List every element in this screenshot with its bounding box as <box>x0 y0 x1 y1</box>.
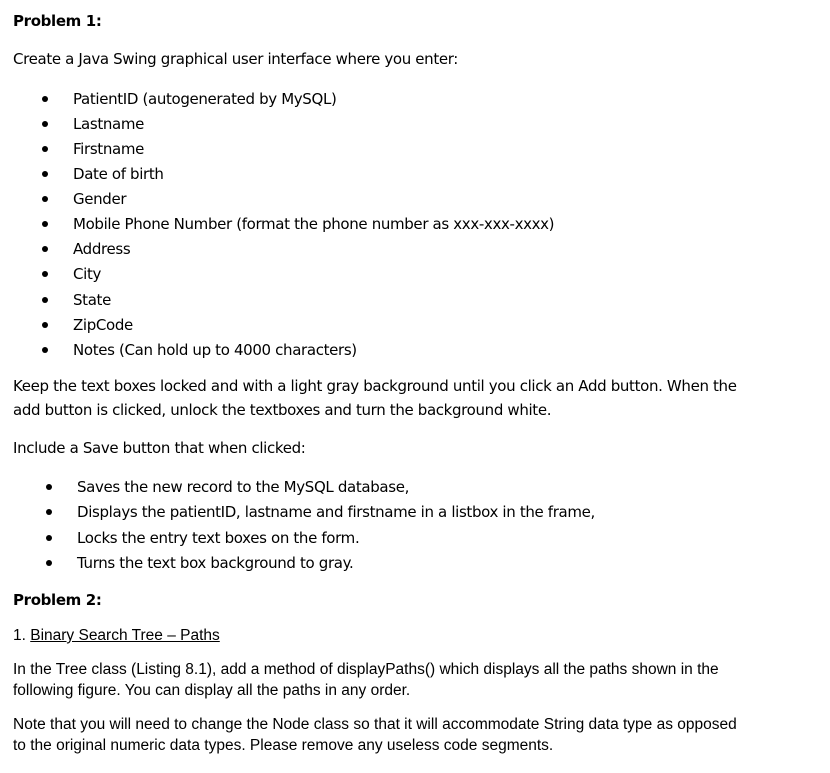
bullet-icon <box>42 246 48 252</box>
paragraph-line: In the Tree class (Listing 8.1), add a method of displayPaths() which displays all the paths shown in the <box>13 661 719 678</box>
list-item: State <box>73 291 111 309</box>
list-item: Gender <box>73 190 127 208</box>
paragraph-line: Keep the text boxes locked and with a light gray background until you click an Add button. When the <box>13 377 737 395</box>
save-intro: Include a Save button that when clicked: <box>13 439 306 457</box>
bullet-icon <box>42 322 48 328</box>
bullet-icon <box>42 271 48 277</box>
list-item: Locks the entry text boxes on the form. <box>77 529 360 547</box>
item-number: 1. <box>13 627 31 644</box>
problem2-item-title <box>13 626 220 646</box>
bullet-icon <box>42 121 48 127</box>
list-item: PatientID (autogenerated by MySQL) <box>73 90 337 108</box>
bullet-icon <box>42 171 48 177</box>
list-item: City <box>73 265 101 283</box>
bullet-icon <box>42 96 48 102</box>
paragraph-line: add button is clicked, unlock the textboxes and turn the background white. <box>13 401 552 419</box>
list-item: Saves the new record to the MySQL database, <box>77 478 409 496</box>
list-item: ZipCode <box>73 316 133 334</box>
problem1-intro: Create a Java Swing graphical user interface where you enter: <box>13 50 458 68</box>
list-item: Displays the patientID, lastname and firstname in a listbox in the frame, <box>77 503 595 521</box>
paragraph-line: Note that you will need to change the Node class so that it will accommodate String data type as opposed <box>13 716 737 733</box>
bullet-icon <box>42 146 48 152</box>
bullet-icon <box>46 560 52 566</box>
bullet-icon <box>42 347 48 353</box>
paragraph-line: to the original numeric data types. Please remove any useless code segments. <box>13 737 554 754</box>
list-item: Firstname <box>73 140 144 158</box>
list-item: Mobile Phone Number (format the phone number as xxx-xxx-xxxx) <box>73 215 555 233</box>
list-item: Turns the text box background to gray. <box>77 554 354 572</box>
list-item: Lastname <box>73 115 144 133</box>
bullet-icon <box>46 535 52 541</box>
bullet-icon <box>46 484 52 490</box>
bullet-icon <box>46 509 52 515</box>
bullet-icon <box>42 221 48 227</box>
bullet-icon <box>42 196 48 202</box>
list-item: Address <box>73 240 131 258</box>
problem1-heading: Problem 1: <box>13 12 102 30</box>
problem2-heading: Problem 2: <box>13 591 102 609</box>
list-item: Notes (Can hold up to 4000 characters) <box>73 341 357 359</box>
item-title-text: Binary Search Tree – Paths <box>30 627 220 644</box>
list-item: Date of birth <box>73 165 164 183</box>
paragraph-line: following figure. You can display all the paths in any order. <box>13 682 411 699</box>
bullet-icon <box>42 297 48 303</box>
